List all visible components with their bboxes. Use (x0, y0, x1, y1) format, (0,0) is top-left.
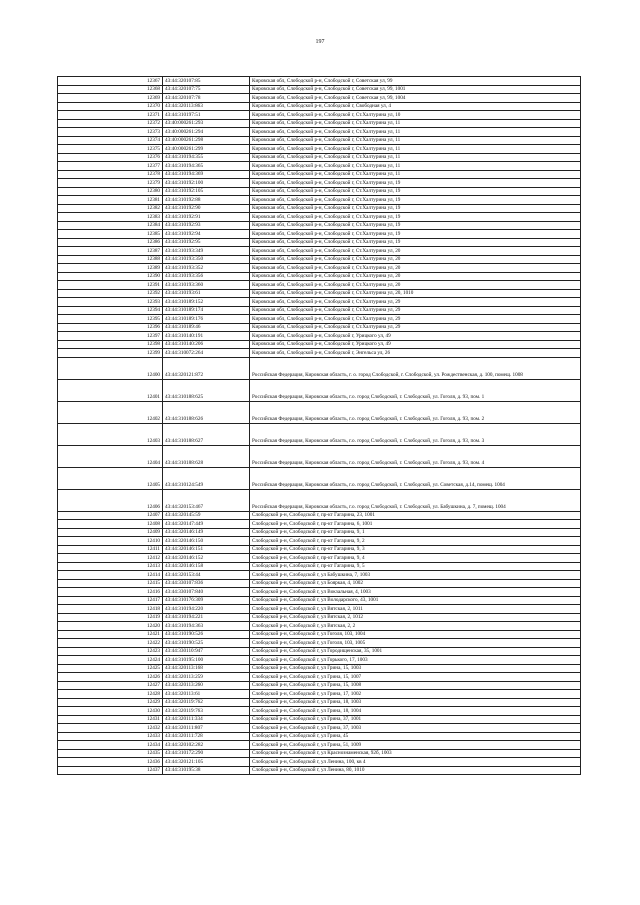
cadastral-number-cell: 43:44:320102:282 (163, 741, 250, 750)
row-number-cell: 12405 (58, 467, 163, 489)
cadastral-number-cell: 43:44:320146:151 (163, 545, 250, 554)
row-number-cell: 12411 (58, 545, 163, 554)
cadastral-number-cell: 43:44:310192:90 (163, 204, 250, 213)
register-table (57, 76, 581, 775)
row-number-cell: 12418 (58, 605, 163, 614)
address-cell: Кировская обл, Слободской р-н, Слободской г, Ст.Халтурина ул, 10 (250, 111, 581, 120)
cadastral-number-cell: 43:44:310192:95 (163, 238, 250, 247)
cadastral-number-cell: 43:44:320119:762 (163, 698, 250, 707)
cadastral-number-cell: 43:44:320111:334 (163, 715, 250, 724)
row-number-cell: 12385 (58, 230, 163, 239)
row-number-cell: 12416 (58, 588, 163, 597)
cadastral-number-cell: 43:44:330107:836 (163, 579, 250, 588)
table-row (58, 562, 581, 571)
address-cell: Кировская обл, Слободской р-н, Слободской г, Энгельса ул, 26 (250, 349, 581, 358)
cadastral-number-cell: 43:44:310194:355 (163, 153, 250, 162)
table-row (58, 340, 581, 349)
cadastral-number-cell: 43:44:330110:947 (163, 647, 250, 656)
table-row (58, 749, 581, 758)
cadastral-number-cell: 43:44:320111:728 (163, 732, 250, 741)
cadastral-number-cell: 43:44:310192:94 (163, 230, 250, 239)
table-row (58, 136, 581, 145)
cadastral-number-cell: 43:44:320119:763 (163, 707, 250, 716)
address-cell: Российская Федерация, Кировская область, г.о. город Слободской, г. Слободской, ул. Гоголя, д. 93, пом. 1 (250, 379, 581, 401)
table-row (58, 213, 581, 222)
address-cell: Российская Федерация, Кировская область, г.о. город Слободской, г. Слободской, ул. Советская, д.14, помещ. 1004 (250, 467, 581, 489)
row-number-cell: 12377 (58, 162, 163, 171)
address-cell: Кировская обл, Слободской р-н, Слободской г, Ст.Халтурина ул, 19 (250, 213, 581, 222)
address-cell: Кировская обл, Слободской р-н, Слободской г, Ст.Халтурина ул, 19 (250, 238, 581, 247)
address-cell: Слободской р-н, Слободской г, ул Бабушкина, 7, 1003 (250, 571, 581, 580)
cadastral-number-cell: 43:44:320121:105 (163, 758, 250, 767)
address-cell: Слободской р-н, Слободской г, ул Вятская, 2, 1012 (250, 613, 581, 622)
address-cell: Слободской р-н, Слободской г, пр-кт Гагарина, 9, 5 (250, 562, 581, 571)
table-row (58, 119, 581, 128)
row-number-cell: 12372 (58, 119, 163, 128)
table-row (58, 630, 581, 639)
row-number-cell: 12436 (58, 758, 163, 767)
table-row (58, 221, 581, 230)
cadastral-number-cell: 43:44:310124:549 (163, 467, 250, 489)
cadastral-number-cell: 43:44:320153:44 (163, 571, 250, 580)
row-number-cell: 12386 (58, 238, 163, 247)
address-cell: Кировская обл, Слободской р-н, Слободской г, Урицкого ул, 49 (250, 340, 581, 349)
row-number-cell: 12421 (58, 630, 163, 639)
table-row (58, 272, 581, 281)
cadastral-number-cell: 43:40:000261:298 (163, 136, 250, 145)
cadastral-number-cell: 43:44:320121:872 (163, 357, 250, 379)
row-number-cell: 12404 (58, 445, 163, 467)
address-cell: Кировская обл, Слободской р-н, Слободской г, Советская ул, 99, 1001 (250, 85, 581, 94)
table-row (58, 681, 581, 690)
row-number-cell: 12435 (58, 749, 163, 758)
table-row (58, 664, 581, 673)
row-number-cell: 12367 (58, 77, 163, 86)
address-cell: Слободской р-н, Слободской г, ул Ленина, 80, 1010 (250, 766, 581, 775)
row-number-cell: 12392 (58, 289, 163, 298)
table-row (58, 357, 581, 379)
address-cell: Слободской р-н, Слободской г, пр-кт Гагарина, 6, 1001 (250, 520, 581, 529)
cadastral-number-cell: 43:44:310189:174 (163, 306, 250, 315)
row-number-cell: 12431 (58, 715, 163, 724)
row-number-cell: 12375 (58, 145, 163, 154)
table-row (58, 162, 581, 171)
cadastral-number-cell: 43:44:310192:100 (163, 179, 250, 188)
cadastral-number-cell: 43:44:310188:626 (163, 401, 250, 423)
table-row (58, 545, 581, 554)
cadastral-number-cell: 43:44:310190:525 (163, 639, 250, 648)
row-number-cell: 12391 (58, 281, 163, 290)
table-row (58, 94, 581, 103)
cadastral-number-cell: 43:44:320146:149 (163, 528, 250, 537)
cadastral-number-cell: 43:44:310193:61 (163, 289, 250, 298)
address-cell: Слободской р-н, Слободской г, ул Горького, 17, 1003 (250, 656, 581, 665)
table-row (58, 77, 581, 86)
address-cell: Слободской р-н, Слободской г, ул Краснознаменская, 92б, 1003 (250, 749, 581, 758)
cadastral-number-cell: 43:44:310193:360 (163, 281, 250, 290)
row-number-cell: 12388 (58, 255, 163, 264)
cadastral-number-cell: 43:40:000261:293 (163, 119, 250, 128)
cadastral-number-cell: 43:44:310192:91 (163, 213, 250, 222)
address-cell: Кировская обл, Слободской р-н, Слободской г, Ст.Халтурина ул, 11 (250, 170, 581, 179)
table-row (58, 111, 581, 120)
row-number-cell: 12390 (58, 272, 163, 281)
table-row (58, 537, 581, 546)
address-cell: Слободской р-н, Слободской г, пр-кт Гагарина, 9, 1 (250, 528, 581, 537)
table-row (58, 204, 581, 213)
row-number-cell: 12408 (58, 520, 163, 529)
address-cell: Слободской р-н, Слободской г, ул Грина, 18, 1003 (250, 698, 581, 707)
address-cell: Кировская обл, Слободской р-н, Слободской г, Ст.Халтурина ул, 20 (250, 281, 581, 290)
row-number-cell: 12406 (58, 489, 163, 511)
cadastral-number-cell: 43:44:320113:168 (163, 664, 250, 673)
address-cell: Кировская обл, Слободской р-н, Слободской г, Ст.Халтурина ул, 20 (250, 247, 581, 256)
address-cell: Кировская обл, Слободской р-н, Слободской г, Свободная ул, 4 (250, 102, 581, 111)
table-row (58, 423, 581, 445)
table-row (58, 588, 581, 597)
row-number-cell: 12419 (58, 613, 163, 622)
cadastral-number-cell: 43:44:310188:628 (163, 445, 250, 467)
row-number-cell: 12379 (58, 179, 163, 188)
cadastral-number-cell: 43:44:310140:191 (163, 332, 250, 341)
row-number-cell: 12381 (58, 196, 163, 205)
table-row (58, 554, 581, 563)
row-number-cell: 12402 (58, 401, 163, 423)
row-number-cell: 12376 (58, 153, 163, 162)
address-cell: Слободской р-н, Слободской г, ул Бояркая, 4, 1002 (250, 579, 581, 588)
table-row (58, 647, 581, 656)
address-cell: Кировская обл, Слободской р-н, Слободской г, Ст.Халтурина ул, 29 (250, 298, 581, 307)
address-cell: Кировская обл, Слободской р-н, Слободской г, Ст.Халтурина ул, 11 (250, 119, 581, 128)
address-cell: Кировская обл, Слободской р-н, Слободской г, Ст.Халтурина ул, 20 (250, 264, 581, 273)
table-row (58, 401, 581, 423)
address-cell: Кировская обл, Слободской р-н, Слободской г, Ст.Халтурина ул, 20 (250, 272, 581, 281)
address-cell: Кировская обл, Слободской р-н, Слободской г, Ст.Халтурина ул, 11 (250, 136, 581, 145)
address-cell: Слободской р-н, Слободской г, пр-кт Гагарина, 9, 2 (250, 537, 581, 546)
address-cell: Слободской р-н, Слободской г, пр-кт Гагарина, 9, 4 (250, 554, 581, 563)
cadastral-number-cell: 43:44:310176:309 (163, 596, 250, 605)
cadastral-number-cell: 43:44:320153:467 (163, 489, 250, 511)
cadastral-number-cell: 43:40:000261:299 (163, 145, 250, 154)
row-number-cell: 12422 (58, 639, 163, 648)
address-cell: Кировская обл, Слободской р-н, Слободской г, Советская ул, 99 (250, 77, 581, 86)
table-row (58, 724, 581, 733)
address-cell: Кировская обл, Слободской р-н, Слободской г, Урицкого ул, 49 (250, 332, 581, 341)
cadastral-number-cell: 43:44:320146:152 (163, 554, 250, 563)
row-number-cell: 12425 (58, 664, 163, 673)
address-cell: Российская Федерация, Кировская область, г. о. город Слободской, г. Слободской, ул. Рождественская, д. 100, помещ. 1008 (250, 357, 581, 379)
cadastral-number-cell: 43:44:320113:61 (163, 690, 250, 699)
address-cell: Слободской р-н, Слободской г, ул Грина, 17, 1002 (250, 690, 581, 699)
address-cell: Слободской р-н, Слободской г, ул Вокзальная, 4, 1003 (250, 588, 581, 597)
row-number-cell: 12399 (58, 349, 163, 358)
address-cell: Кировская обл, Слободской р-н, Слободской г, Ст.Халтурина ул, 19 (250, 230, 581, 239)
table-row (58, 306, 581, 315)
table-row (58, 707, 581, 716)
row-number-cell: 12415 (58, 579, 163, 588)
table-row (58, 656, 581, 665)
address-cell: Кировская обл, Слободской р-н, Слободской г, Ст.Халтурина ул, 19 (250, 187, 581, 196)
address-cell: Слободской р-н, Слободской г, ул Грина, 15, 1008 (250, 681, 581, 690)
table-row (58, 758, 581, 767)
table-row (58, 445, 581, 467)
address-cell: Российская Федерация, Кировская область, г.о. город Слободской, г. Слободской, ул. Гоголя, д. 93, пом. 3 (250, 423, 581, 445)
address-cell: Слободской р-н, Слободской г, ул Грина, 37, 1001 (250, 715, 581, 724)
row-number-cell: 12429 (58, 698, 163, 707)
table-row (58, 732, 581, 741)
table-row (58, 230, 581, 239)
table-row (58, 323, 581, 332)
address-cell: Кировская обл, Слободской р-н, Слободской г, Ст.Халтурина ул, 20, 1010 (250, 289, 581, 298)
row-number-cell: 12383 (58, 213, 163, 222)
cadastral-number-cell: 43:44:320113:259 (163, 673, 250, 682)
table-row (58, 639, 581, 648)
row-number-cell: 12395 (58, 315, 163, 324)
row-number-cell: 12407 (58, 511, 163, 520)
row-number-cell: 12428 (58, 690, 163, 699)
row-number-cell: 12410 (58, 537, 163, 546)
row-number-cell: 12414 (58, 571, 163, 580)
table-row (58, 690, 581, 699)
row-number-cell: 12432 (58, 724, 163, 733)
cadastral-number-cell: 43:44:310194:221 (163, 613, 250, 622)
cadastral-number-cell: 43:44:310195:100 (163, 656, 250, 665)
cadastral-number-cell: 43:44:320145:59 (163, 511, 250, 520)
table-row (58, 673, 581, 682)
address-cell: Слободской р-н, Слободской г, пр-кт Гагарина, 23, 1001 (250, 511, 581, 520)
cadastral-number-cell: 43:44:310192:93 (163, 221, 250, 230)
address-cell: Кировская обл, Слободской р-н, Слободской г, Ст.Халтурина ул, 19 (250, 196, 581, 205)
row-number-cell: 12394 (58, 306, 163, 315)
address-cell: Российская Федерация, Кировская область, г.о. город Слободской, г. Слободской, ул. Гоголя, д. 93, пом. 2 (250, 401, 581, 423)
cadastral-number-cell: 43:44:320107:85 (163, 77, 250, 86)
cadastral-number-cell: 43:44:310140:206 (163, 340, 250, 349)
cadastral-number-cell: 43:44:310193:356 (163, 272, 250, 281)
table-row (58, 528, 581, 537)
cadastral-number-cell: 43:44:310193:349 (163, 247, 250, 256)
address-cell: Слободской р-н, Слободской г, ул Гоголя, 103, 1005 (250, 639, 581, 648)
address-cell: Кировская обл, Слободской р-н, Слободской г, Советская ул, 99, 1004 (250, 94, 581, 103)
table-row (58, 264, 581, 273)
table-row (58, 179, 581, 188)
row-number-cell: 12389 (58, 264, 163, 273)
table-row (58, 613, 581, 622)
cadastral-number-cell: 43:40:000261:294 (163, 128, 250, 137)
address-cell: Российская Федерация, Кировская область, г.о. город Слободской, г. Слободской, ул. Гоголя, д. 93, пом. 4 (250, 445, 581, 467)
row-number-cell: 12374 (58, 136, 163, 145)
row-number-cell: 12430 (58, 707, 163, 716)
table-row (58, 170, 581, 179)
address-cell: Слободской р-н, Слободской г, ул Грина, 15, 1003 (250, 664, 581, 673)
row-number-cell: 12373 (58, 128, 163, 137)
cadastral-number-cell: 43:44:310189:152 (163, 298, 250, 307)
row-number-cell: 12409 (58, 528, 163, 537)
cadastral-number-cell: 43:44:320107:75 (163, 85, 250, 94)
row-number-cell: 12412 (58, 554, 163, 563)
row-number-cell: 12368 (58, 85, 163, 94)
address-cell: Слободской р-н, Слободской г, ул Вятская, 2, 1011 (250, 605, 581, 614)
row-number-cell: 12424 (58, 656, 163, 665)
address-cell: Российская Федерация, Кировская область, г.о. город Слободской, г. Слободской, ул. Бабушкина, д. 7, помещ. 1004 (250, 489, 581, 511)
table-row (58, 698, 581, 707)
table-row (58, 298, 581, 307)
table-row (58, 102, 581, 111)
row-number-cell: 12371 (58, 111, 163, 120)
row-number-cell: 12398 (58, 340, 163, 349)
table-row (58, 289, 581, 298)
cadastral-number-cell: 43:44:310193:350 (163, 255, 250, 264)
row-number-cell: 12400 (58, 357, 163, 379)
row-number-cell: 12384 (58, 221, 163, 230)
cadastral-number-cell: 43:44:310197:51 (163, 111, 250, 120)
row-number-cell: 12393 (58, 298, 163, 307)
address-cell: Кировская обл, Слободской р-н, Слободской г, Ст.Халтурина ул, 19 (250, 204, 581, 213)
cadastral-number-cell: 43:44:320107:78 (163, 94, 250, 103)
address-cell: Кировская обл, Слободской р-н, Слободской г, Ст.Халтурина ул, 20 (250, 255, 581, 264)
table-row (58, 145, 581, 154)
cadastral-number-cell: 43:44:320146:158 (163, 562, 250, 571)
address-cell: Слободской р-н, Слободской г, ул Грина, 37, 1003 (250, 724, 581, 733)
address-cell: Слободской р-н, Слободской г, ул Грина, 51, 1009 (250, 741, 581, 750)
table-row (58, 741, 581, 750)
row-number-cell: 12423 (58, 647, 163, 656)
table-row (58, 238, 581, 247)
address-cell: Кировская обл, Слободской р-н, Слободской г, Ст.Халтурина ул, 11 (250, 145, 581, 154)
row-number-cell: 12396 (58, 323, 163, 332)
address-cell: Кировская обл, Слободской р-н, Слободской г, Ст.Халтурина ул, 11 (250, 162, 581, 171)
table-row (58, 332, 581, 341)
table-row (58, 255, 581, 264)
cadastral-number-cell: 43:44:310188:625 (163, 379, 250, 401)
table-row (58, 605, 581, 614)
row-number-cell: 12427 (58, 681, 163, 690)
cadastral-number-cell: 43:44:310194:365 (163, 162, 250, 171)
address-cell: Слободской р-н, Слободской г, ул Грина, 45 (250, 732, 581, 741)
address-cell: Слободской р-н, Слободской г, ул Гоголя, 103, 1004 (250, 630, 581, 639)
address-cell: Кировская обл, Слободской р-н, Слободской г, Ст.Халтурина ул, 29 (250, 315, 581, 324)
row-number-cell: 12380 (58, 187, 163, 196)
address-cell: Кировская обл, Слободской р-н, Слободской г, Ст.Халтурина ул, 29 (250, 306, 581, 315)
address-cell: Слободской р-н, Слободской г, пр-кт Гагарина, 9, 3 (250, 545, 581, 554)
row-number-cell: 12382 (58, 204, 163, 213)
table-row (58, 128, 581, 137)
address-cell: Слободской р-н, Слободской г, ул Грина, 15, 1007 (250, 673, 581, 682)
cadastral-number-cell: 43:44:310194:369 (163, 170, 250, 179)
row-number-cell: 12420 (58, 622, 163, 631)
row-number-cell: 12378 (58, 170, 163, 179)
cadastral-number-cell: 43:44:310192:88 (163, 196, 250, 205)
cadastral-number-cell: 43:44:310072:264 (163, 349, 250, 358)
table-row (58, 379, 581, 401)
row-number-cell: 12397 (58, 332, 163, 341)
address-cell: Кировская обл, Слободской р-н, Слободской г, Ст.Халтурина ул, 19 (250, 179, 581, 188)
row-number-cell: 12413 (58, 562, 163, 571)
table-row (58, 247, 581, 256)
address-cell: Слободской р-н, Слободской г, ул Грина, 18, 1004 (250, 707, 581, 716)
table-row (58, 349, 581, 358)
row-number-cell: 12434 (58, 741, 163, 750)
address-cell: Кировская обл, Слободской р-н, Слободской г, Ст.Халтурина ул, 19 (250, 221, 581, 230)
row-number-cell: 12403 (58, 423, 163, 445)
table-row (58, 187, 581, 196)
address-cell: Кировская обл, Слободской р-н, Слободской г, Ст.Халтурина ул, 11 (250, 128, 581, 137)
cadastral-number-cell: 43:44:320111:807 (163, 724, 250, 733)
cadastral-number-cell: 43:44:310194:220 (163, 605, 250, 614)
cadastral-number-cell: 43:44:310189:46 (163, 323, 250, 332)
cadastral-number-cell: 43:44:320146:150 (163, 537, 250, 546)
address-cell: Слободской р-н, Слободской г, ул Вятская, 2, 2 (250, 622, 581, 631)
cadastral-number-cell: 43:44:320113:863 (163, 102, 250, 111)
address-cell: Слободской р-н, Слободской г, ул Володарского, 43, 1001 (250, 596, 581, 605)
table-row (58, 281, 581, 290)
cadastral-number-cell: 43:44:320147:449 (163, 520, 250, 529)
row-number-cell: 12387 (58, 247, 163, 256)
cadastral-number-cell: 43:44:310189:176 (163, 315, 250, 324)
address-cell: Слободской р-н, Слободской г, ул Ленина, 100, кв 4 (250, 758, 581, 767)
row-number-cell: 12437 (58, 766, 163, 775)
address-cell: Кировская обл, Слободской р-н, Слободской г, Ст.Халтурина ул, 11 (250, 153, 581, 162)
row-number-cell: 12433 (58, 732, 163, 741)
table-row (58, 596, 581, 605)
row-number-cell: 12369 (58, 94, 163, 103)
row-number-cell: 12370 (58, 102, 163, 111)
cadastral-number-cell: 43:44:330107:840 (163, 588, 250, 597)
row-number-cell: 12401 (58, 379, 163, 401)
table-row (58, 196, 581, 205)
cadastral-number-cell: 43:44:310194:363 (163, 622, 250, 631)
table-row (58, 622, 581, 631)
table-row (58, 571, 581, 580)
row-number-cell: 12426 (58, 673, 163, 682)
table-row (58, 715, 581, 724)
cadastral-number-cell: 43:44:310195:38 (163, 766, 250, 775)
cadastral-number-cell: 43:44:320113:260 (163, 681, 250, 690)
table-row (58, 766, 581, 775)
address-cell: Кировская обл, Слободской р-н, Слободской г, Ст.Халтурина ул, 29 (250, 323, 581, 332)
address-cell: Слободской р-н, Слободской г, ул Городищенская, 35, 1001 (250, 647, 581, 656)
table-row (58, 467, 581, 489)
table-row (58, 489, 581, 511)
table-row (58, 85, 581, 94)
table-row (58, 315, 581, 324)
cadastral-number-cell: 43:44:310188:627 (163, 423, 250, 445)
table-row (58, 153, 581, 162)
page-number: 197 (315, 39, 325, 45)
cadastral-number-cell: 43:44:310193:352 (163, 264, 250, 273)
cadastral-number-cell: 43:44:310192:105 (163, 187, 250, 196)
cadastral-number-cell: 43:44:310190:526 (163, 630, 250, 639)
table-row (58, 579, 581, 588)
cadastral-number-cell: 43:44:310172:290 (163, 749, 250, 758)
table-row (58, 520, 581, 529)
row-number-cell: 12417 (58, 596, 163, 605)
table-row (58, 511, 581, 520)
